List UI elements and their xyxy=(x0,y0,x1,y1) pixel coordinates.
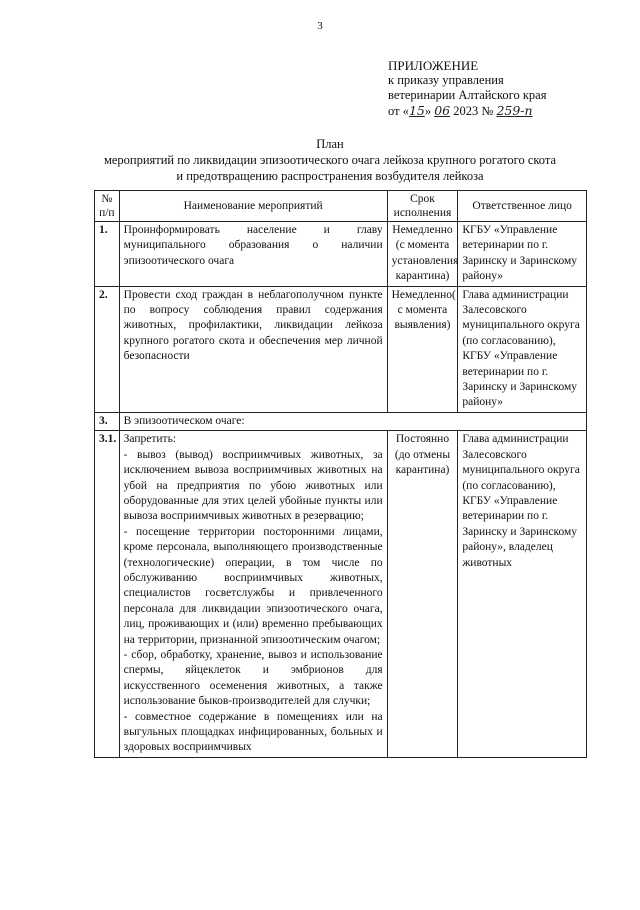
header-num: № п/п xyxy=(95,191,120,222)
order-number: 259-п xyxy=(496,103,533,118)
activity-line: - посещение территории посторонними лицами, кроме персонала, выполняющего производственные (технологические) операции, в том числе по обслуживанию восприимчивых животных, специалистов госветслужбы и привлеченного персонала для ликвидации эпизоотического очага, лиц, проживающих и (или) временно пребывающих на территории, признанной эпизоотическим очагом; xyxy=(123,525,383,646)
header-term: Срок исполнения xyxy=(387,191,458,222)
row-term: Немедленно (с момента установления карантина) xyxy=(387,222,458,287)
plan-subtitle-1: мероприятий по ликвидации эпизоотического очага лейкоза крупного рогатого скота xyxy=(103,153,557,167)
row-responsible: КГБУ «Управление ветеринарии по г. Заринску и Заринскому району» xyxy=(458,222,587,287)
activity-line: - сбор, обработку, хранение, вывоз и использование спермы, яйцеклеток и эмбрионов для искусственного осеменения животных, а также использование быков-производителей для случки; xyxy=(123,648,383,708)
date-month: 06 xyxy=(434,103,451,118)
date-year: 2023 № xyxy=(453,104,494,118)
table-header-row xyxy=(95,191,587,222)
appendix-title: ПРИЛОЖЕНИЕ xyxy=(388,58,479,73)
appendix-line-1: к приказу управления xyxy=(388,73,504,87)
section-title: В эпизоотическом очаге: xyxy=(119,412,586,430)
date-prefix: от « xyxy=(388,104,409,118)
appendix-block xyxy=(388,58,546,119)
header-activity: Наименование мероприятий xyxy=(119,191,387,222)
table-section-row xyxy=(95,412,587,430)
header-responsible: Ответственное лицо xyxy=(458,191,587,222)
row-activity: Проинформировать население и главу муниципального образования о наличии эпизоотического очага xyxy=(119,222,387,287)
row-responsible: Глава администрации Залесовского муниципального округа (по согласованию), КГБУ «Управление ветеринарии по г. Заринску и Заринскому району» xyxy=(458,286,587,412)
plan-title: План xyxy=(316,137,344,151)
activity-line: Запретить: xyxy=(123,433,177,446)
row-activity: Провести сход граждан в неблагополучном пункте по вопросу соблюдения правил содержания животных, профилактики, ликвидации лейкоза крупного рогатого скота и обеспечения мер личной безопасности xyxy=(119,286,387,412)
row-num: 2. xyxy=(95,286,120,412)
activity-line: - совместное содержание в помещениях или на выгульных площадках инфицированных, больных и здоровых восприимчивых xyxy=(123,710,383,754)
table-row xyxy=(95,431,587,758)
row-responsible: Глава администрации Залесовского муниципального округа (по согласованию), КГБУ «Управление ветеринарии по г. Заринску и Заринскому району», владелец животных xyxy=(458,431,587,758)
table-row xyxy=(95,286,587,412)
activity-line: - вывоз (вывод) восприимчивых животных, за исключением вывоза восприимчивых животных на убой на предприятия по убою животных или оборудованные для этих целей убойные пункты или вывоза восприимчивых животных в резервацию; xyxy=(123,448,383,523)
date-day: 15 xyxy=(408,103,425,118)
page-number: 3 xyxy=(317,20,323,32)
plan-header xyxy=(60,136,600,184)
row-num: 3. xyxy=(95,412,120,430)
appendix-line-2: ветеринарии Алтайского края xyxy=(388,88,547,102)
plan-table xyxy=(94,190,587,758)
order-date-line xyxy=(388,103,546,119)
date-mid: » xyxy=(424,104,432,118)
table-row xyxy=(95,222,587,287)
row-num: 1. xyxy=(95,222,120,287)
row-activity xyxy=(119,431,387,758)
row-num: 3.1. xyxy=(95,431,120,758)
row-term: Постоянно (до отмены карантина) xyxy=(387,431,458,758)
row-term: Немедленно( с момента выявления) xyxy=(387,286,458,412)
plan-subtitle-2: и предотвращению распространения возбудителя лейкоза xyxy=(176,169,484,183)
